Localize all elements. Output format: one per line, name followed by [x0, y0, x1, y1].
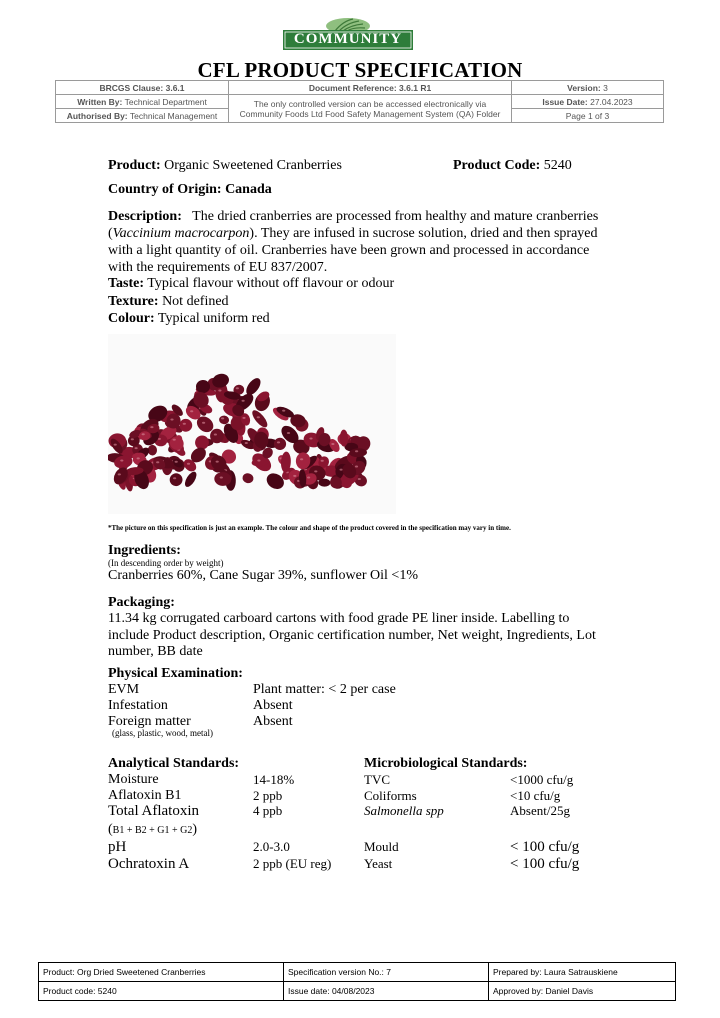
analytical-row-value: 2 ppb	[253, 788, 283, 803]
cranberry-highlight	[142, 433, 145, 435]
micro-row-value: <1000 cfu/g	[510, 772, 574, 787]
micro-row-name: Mould	[364, 839, 399, 854]
physical-heading: Physical Examination:	[108, 666, 243, 681]
cranberry-highlight	[242, 417, 245, 419]
cranberry-highlight	[340, 469, 343, 471]
cranberry	[183, 470, 199, 489]
cranberry-highlight	[245, 442, 248, 444]
taste-row: Taste: Typical flavour without off flavour or odour	[108, 276, 395, 291]
page-title: CFL PRODUCT SPECIFICATION	[197, 58, 523, 82]
packaging-section	[108, 595, 608, 661]
ingredients-subnote: (In descending order by weight)	[108, 558, 224, 568]
footer-table	[38, 962, 676, 1001]
cranberry-highlight	[355, 466, 358, 468]
cranberry-highlight	[114, 444, 117, 446]
micro-row-name: TVC	[364, 772, 390, 787]
physical-row-name: EVM	[108, 682, 140, 697]
cranberry-highlight	[214, 434, 217, 436]
docref-cell: Document Reference: 3.6.1 R1	[229, 81, 512, 95]
cranberry-highlight	[236, 387, 239, 389]
cranberry-highlight	[150, 426, 153, 428]
cranberry-highlight	[282, 410, 285, 412]
cranberry	[250, 408, 270, 430]
picture-disclaimer: *The picture on this specification is just an example. The colour and shape of the product covered in the specification may vary in time.	[108, 524, 511, 532]
version-cell: Version: 3	[512, 81, 664, 95]
product-name: Product: Organic Sweetened Cranberries	[108, 158, 342, 173]
physical-values	[253, 682, 396, 730]
cranberry-highlight	[221, 417, 224, 419]
cranberry-highlight	[190, 410, 193, 412]
cranberry-highlight	[293, 475, 296, 477]
ingredients-heading: Ingredients:	[108, 543, 181, 558]
micro-row-name: Yeast	[364, 856, 393, 871]
physical-row-value: Absent	[253, 698, 293, 713]
cranberry-highlight	[220, 477, 223, 479]
page-number-cell: Page 1 of 3	[512, 109, 664, 123]
physical-row-name: Foreign matter	[108, 714, 191, 729]
ingredients-text: Cranberries 60%, Cane Sugar 39%, sunflower Oil <1%	[108, 568, 418, 583]
analytical-names	[108, 772, 199, 873]
micro-row-value: <10 cfu/g	[510, 788, 561, 803]
cranberry-highlight	[173, 477, 176, 479]
cranberry	[219, 415, 230, 425]
cranberry-highlight	[118, 473, 121, 475]
cranberry-highlight	[307, 477, 310, 479]
cranberry-highlight	[242, 400, 245, 402]
footer-approved-by: Approved by: Daniel Davis	[489, 982, 676, 1001]
colour-row: Colour: Typical uniform red	[108, 311, 270, 326]
cranberry-highlight	[257, 460, 260, 462]
analytical-row-name: pH	[108, 839, 127, 855]
cranberry-highlight	[257, 416, 260, 418]
cranberry-highlight	[137, 457, 140, 459]
cranberry-highlight	[355, 450, 358, 452]
latin-name: Vaccinium macrocarpon	[112, 226, 250, 241]
product-photo	[108, 334, 396, 514]
cranberry-highlight	[358, 478, 361, 480]
micro-row-name: Coliforms	[364, 788, 417, 803]
cranberries-image	[108, 334, 396, 514]
foreign-matter-note: (glass, plastic, wood, metal)	[112, 728, 213, 738]
analytical-values	[253, 772, 331, 873]
aflatoxin-note: (B1 + B2 + G1 + G2)	[108, 822, 198, 837]
controlled-version-note: The only controlled version can be accessed electronically via Community Foods Ltd Food Safety Management System (QA) Folder	[229, 95, 512, 123]
cranberry-highlight	[331, 443, 334, 445]
micro-heading: Microbiological Standards:	[364, 756, 528, 771]
micro-row-value: Absent/25g	[510, 803, 570, 818]
cranberry	[168, 471, 185, 488]
cranberry-highlight	[309, 438, 312, 440]
footer-product: Product: Org Dried Sweetened Cranberries	[39, 963, 284, 982]
micro-names	[364, 772, 444, 873]
analytical-row-value: 2 ppb (EU reg)	[253, 856, 332, 871]
cranberry-highlight	[216, 461, 219, 463]
cranberry-highlight	[300, 458, 303, 460]
attributes-block	[108, 275, 394, 328]
packaging-heading: Packaging:	[108, 595, 175, 610]
analytical-row-name: Aflatoxin B1	[108, 788, 182, 803]
cranberry	[210, 429, 224, 443]
cranberry-highlight	[156, 461, 159, 463]
description: Description: The dried cranberries are processed from healthy and mature cranberries (Vaccinium macrocarpon). They are infused in sucrose solution, dried and then sprayed with a light quantity of oil. Cranberries have been grown and processed in accordance with the requirements of EU 837/2007.	[108, 209, 599, 275]
written-by-cell: Written By: Technical Department	[56, 95, 229, 109]
analytical-row-name: Moisture	[108, 772, 159, 787]
community-logo	[283, 17, 413, 51]
cranberry-highlight	[321, 460, 324, 462]
cranberry-highlight	[277, 441, 280, 443]
footer-prepared-by: Prepared by: Laura Satrauskiene	[489, 963, 676, 982]
analytical-row-value: 4 ppb	[253, 803, 283, 818]
clause-cell: BRCGS Clause: 3.6.1	[56, 81, 229, 95]
footer-product-code: Product code: 5240	[39, 982, 284, 1001]
cranberry-highlight	[135, 447, 138, 449]
analytical-row-name: Total Aflatoxin	[108, 803, 200, 819]
footer-spec-version: Specification version No.: 7	[284, 963, 489, 982]
logo-text: COMMUNITY	[293, 31, 403, 47]
analytical-row-name: Ochratoxin A	[108, 856, 190, 872]
physical-names	[108, 682, 191, 730]
cranberry	[273, 437, 287, 451]
cranberry-highlight	[120, 460, 123, 462]
cranberry-highlight	[175, 461, 178, 463]
issue-date-cell: Issue Date: 27.04.2023	[512, 95, 664, 109]
ingredients-section	[108, 543, 418, 584]
cranberry-highlight	[173, 439, 176, 441]
packaging-text: 11.34 kg corrugated carboard cartons with food grade PE liner inside. Labelling to include Product description, Organic certification number, Net weight, Ingredients, Lot number, BB date	[108, 611, 596, 659]
analytical-row-value: 2.0-3.0	[253, 839, 290, 854]
cranberry-highlight	[170, 419, 173, 421]
physical-row-value: Absent	[253, 714, 293, 729]
footer-issue-date: Issue date: 04/08/2023	[284, 982, 489, 1001]
physical-row-name: Infestation	[108, 698, 168, 713]
cranberry-highlight	[187, 463, 190, 465]
country-of-origin: Country of Origin: Canada	[108, 182, 272, 197]
physical-row-value: Plant matter: < 2 per case	[253, 682, 396, 697]
cranberry-highlight	[287, 432, 290, 434]
document-control-table	[55, 80, 664, 123]
cranberry-highlight	[218, 390, 221, 392]
micro-row-value: < 100 cfu/g	[510, 839, 580, 855]
cranberry-highlight	[131, 438, 134, 440]
cranberry	[241, 472, 254, 484]
analytical-row-value: 14-18%	[253, 772, 295, 787]
cranberry-highlight	[202, 422, 205, 424]
cranberry-highlight	[183, 423, 186, 425]
authorised-by-cell: Authorised By: Technical Management	[56, 109, 229, 123]
micro-row-name: Salmonella spp	[364, 803, 444, 818]
micro-values	[510, 772, 579, 873]
texture-row: Texture: Not defined	[108, 293, 229, 309]
analytical-heading: Analytical Standards:	[108, 756, 240, 771]
product-code: Product Code: 5240	[453, 158, 572, 173]
micro-row-value: < 100 cfu/g	[510, 856, 580, 872]
cranberry-highlight	[314, 470, 317, 472]
